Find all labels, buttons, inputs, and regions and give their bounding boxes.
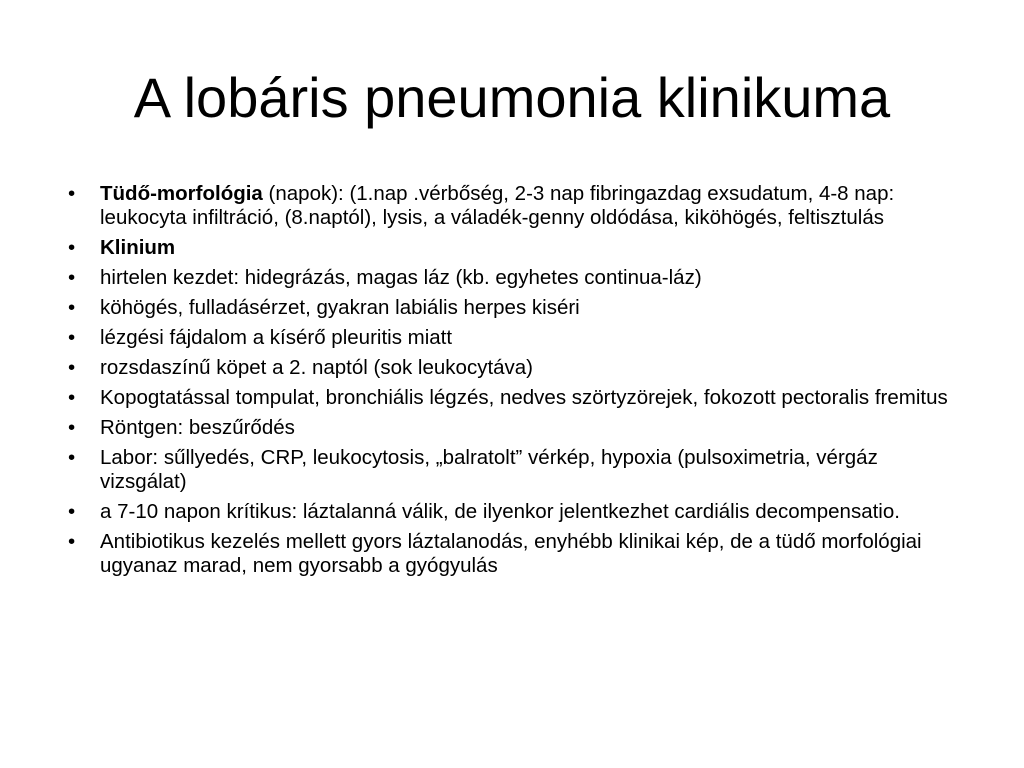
bullet-dot-icon: • bbox=[68, 386, 76, 409]
bullet-text: hirtelen kezdet: hidegrázás, magas láz (kb. egyhetes continua-láz) bbox=[100, 266, 702, 289]
bullet-bold-text: Klinium bbox=[100, 236, 176, 259]
bullet-text: Kopogtatással tompulat, bronchiális légzés, nedves szörtyzörejek, fokozott pectoralis fremitus bbox=[100, 386, 948, 409]
bullet-item bbox=[68, 236, 958, 260]
bullet-text: Röntgen: beszűrődés bbox=[100, 416, 295, 439]
bullet-bold-text: Tüdő-morfológia bbox=[100, 182, 263, 205]
bullet-item bbox=[68, 530, 958, 578]
bullet-text: rozsdaszínű köpet a 2. naptól (sok leukocytáva) bbox=[100, 356, 534, 379]
bullet-text: Antibiotikus kezelés mellett gyors láztalanodás, enyhébb klinikai kép, de a tüdő morfológiai ugyanaz marad, nem gyorsabb a gyógyulás bbox=[100, 530, 922, 577]
bullet-dot-icon: • bbox=[68, 500, 76, 523]
bullet-text: a 7-10 napon krítikus: láztalanná válik, de ilyenkor jelentkezhet cardiális decompensatio. bbox=[100, 500, 900, 523]
bullet-item bbox=[68, 446, 958, 494]
bullet-dot-icon: • bbox=[68, 416, 76, 439]
bullet-item bbox=[68, 416, 958, 440]
bullet-item bbox=[68, 500, 958, 524]
bullet-item bbox=[68, 356, 958, 380]
bullet-dot-icon: • bbox=[68, 236, 76, 259]
bullet-text: Labor: sűllyedés, CRP, leukocytosis, „balratolt” vérkép, hypoxia (pulsoximetria, vérgáz vizsgálat) bbox=[100, 446, 878, 493]
slide-title: A lobáris pneumonia klinikuma bbox=[133, 66, 891, 129]
bullet-text: köhögés, fulladásérzet, gyakran labiális herpes kiséri bbox=[100, 296, 580, 319]
bullet-dot-icon: • bbox=[68, 356, 76, 379]
bullet-item bbox=[68, 326, 958, 350]
bullet-dot-icon: • bbox=[68, 296, 76, 319]
bullet-dot-icon: • bbox=[68, 266, 76, 289]
bullet-item bbox=[68, 266, 958, 290]
bullet-dot-icon: • bbox=[68, 182, 76, 205]
bullet-dot-icon: • bbox=[68, 446, 76, 469]
bullet-list bbox=[68, 182, 958, 584]
bullet-item bbox=[68, 386, 958, 410]
bullet-text: lézgési fájdalom a kísérő pleuritis miatt bbox=[100, 326, 453, 349]
bullet-item bbox=[68, 296, 958, 320]
bullet-item bbox=[68, 182, 958, 230]
bullet-dot-icon: • bbox=[68, 326, 76, 349]
bullet-text: (napok): (1.nap .vérbőség, 2-3 nap fibringazdag exsudatum, 4-8 nap: leukocyta infiltráció, (8.naptól), lysis, a váladék-genny oldódása, kiköhögés, feltisztulás bbox=[100, 182, 895, 229]
bullet-dot-icon: • bbox=[68, 530, 76, 553]
